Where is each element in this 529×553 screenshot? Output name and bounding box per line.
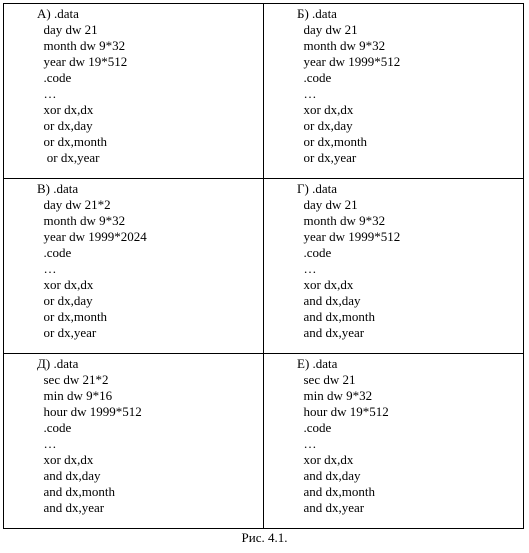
code-line: .code	[37, 420, 72, 435]
code-line: year dw 1999*512	[297, 229, 401, 244]
code-line: month dw 9*32	[37, 38, 126, 53]
code-line: year dw 1999*512	[297, 54, 401, 69]
code-line: sec dw 21*2	[37, 372, 109, 387]
variant-label: Г) .data	[297, 181, 337, 196]
figure-caption: Рис. 4.1.	[241, 530, 288, 545]
code-line: and dx,year	[37, 500, 105, 515]
code-line: day dw 21	[37, 22, 98, 37]
code-line: .code	[297, 70, 332, 85]
code-line: xor dx,dx	[297, 452, 354, 467]
code-line: and dx,month	[297, 309, 375, 324]
code-line: or dx,year	[297, 150, 357, 165]
variant-cell-d	[4, 354, 264, 529]
variant-cell-e	[264, 354, 524, 529]
variant-cell-b	[264, 4, 524, 179]
variant-label: Е) .data	[297, 356, 338, 371]
code-line: …	[37, 86, 57, 101]
variant-cell-g	[264, 179, 524, 354]
code-line: …	[297, 261, 317, 276]
code-line: …	[297, 86, 317, 101]
table-row	[4, 179, 524, 354]
table-row	[4, 354, 524, 529]
code-line: and dx,year	[297, 325, 365, 340]
code-line: and dx,month	[297, 484, 375, 499]
code-line: …	[37, 261, 57, 276]
code-line: or dx,day	[297, 118, 353, 133]
code-line: xor dx,dx	[297, 277, 354, 292]
variant-label: Д) .data	[37, 356, 79, 371]
code-line: day dw 21	[297, 22, 358, 37]
code-line: day dw 21*2	[37, 197, 111, 212]
table-row	[4, 4, 524, 179]
code-line: or dx,day	[37, 118, 93, 133]
code-line: year dw 1999*2024	[37, 229, 147, 244]
code-line: or dx,month	[37, 134, 108, 149]
code-line: year dw 19*512	[37, 54, 128, 69]
variant-label: Б) .data	[297, 6, 337, 21]
variant-label: А) .data	[37, 6, 79, 21]
variant-label: В) .data	[37, 181, 79, 196]
code-line: .code	[297, 245, 332, 260]
code-line: …	[297, 436, 317, 451]
code-line: month dw 9*32	[37, 213, 126, 228]
code-line: .code	[297, 420, 332, 435]
code-line: min dw 9*16	[37, 388, 113, 403]
code-line: or dx,year	[37, 325, 97, 340]
code-line: or dx,month	[297, 134, 368, 149]
code-line: min dw 9*32	[297, 388, 373, 403]
code-line: and dx,year	[297, 500, 365, 515]
code-line: or dx,day	[37, 293, 93, 308]
code-line: and dx,day	[37, 468, 101, 483]
code-line: day dw 21	[297, 197, 358, 212]
code-line: hour dw 19*512	[297, 404, 389, 419]
code-line: xor dx,dx	[37, 102, 94, 117]
code-line: and dx,day	[297, 468, 361, 483]
code-line: and dx,day	[297, 293, 361, 308]
variants-table	[3, 3, 524, 529]
code-line: or dx,year	[37, 150, 100, 165]
code-line: month dw 9*32	[297, 38, 386, 53]
code-line: .code	[37, 245, 72, 260]
code-line: …	[37, 436, 57, 451]
code-line: or dx,month	[37, 309, 108, 324]
code-line: sec dw 21	[297, 372, 356, 387]
code-line: .code	[37, 70, 72, 85]
code-line: month dw 9*32	[297, 213, 386, 228]
code-line: xor dx,dx	[37, 452, 94, 467]
code-line: xor dx,dx	[297, 102, 354, 117]
code-line: and dx,month	[37, 484, 115, 499]
code-line: hour dw 1999*512	[37, 404, 142, 419]
variant-cell-a	[4, 4, 264, 179]
code-line: xor dx,dx	[37, 277, 94, 292]
variant-cell-v	[4, 179, 264, 354]
